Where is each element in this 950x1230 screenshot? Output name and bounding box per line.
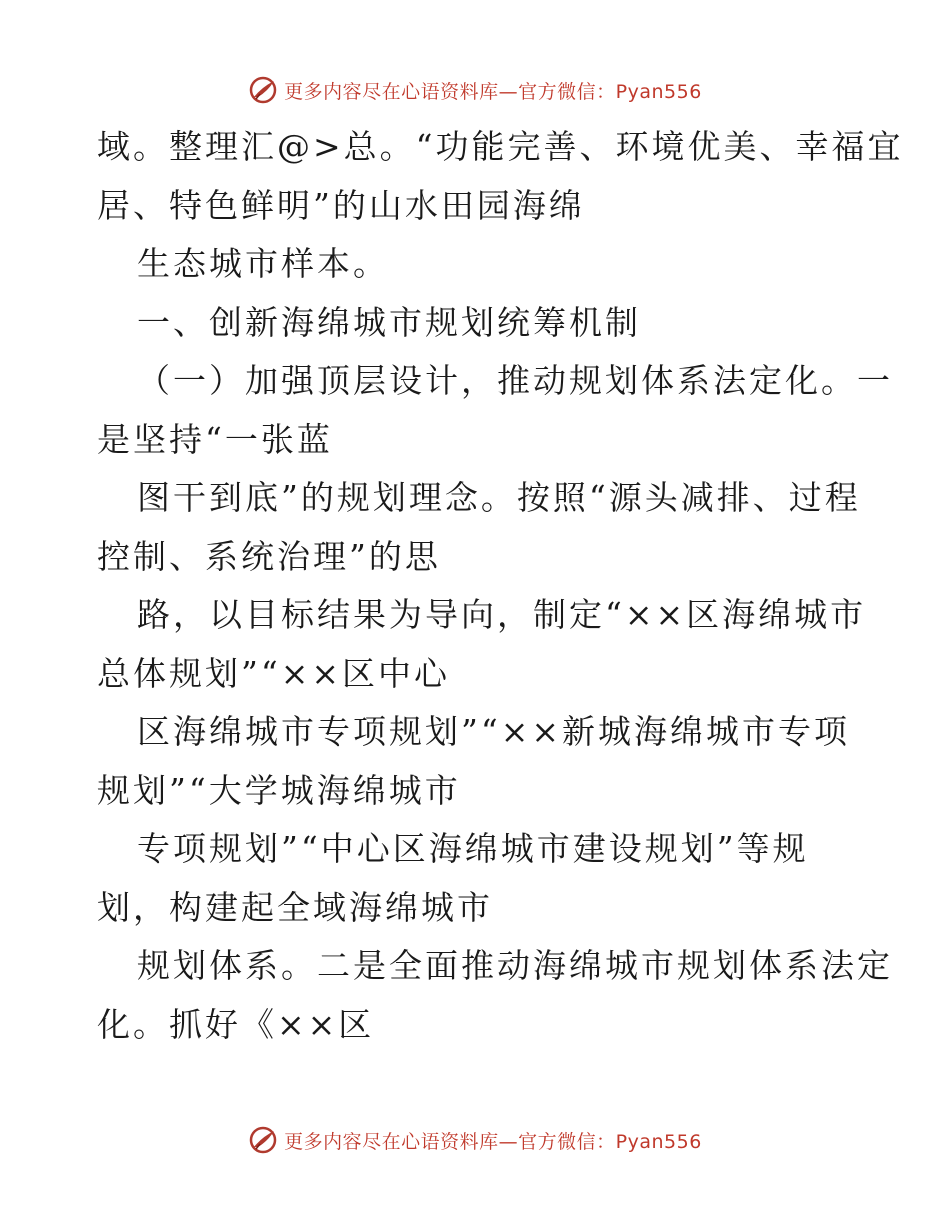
text-line: 域。整理汇@>总。“功能完善、环境优美、幸福宜: [97, 127, 904, 166]
header-banner-text: 更多内容尽在心语资料库—官方微信：Pyan556: [284, 80, 702, 103]
text-line: 居、特色鲜明”的山水田园海绵: [97, 185, 585, 225]
section-heading: 一、创新海绵城市规划统筹机制: [137, 302, 641, 342]
header-banner: [0, 70, 950, 110]
footer-banner-text: 更多内容尽在心语资料库—官方微信：Pyan556: [284, 1130, 702, 1153]
text-line: 控制、系统治理”的思: [97, 536, 441, 576]
document-body: [97, 118, 904, 1054]
text-line: 区海绵城市专项规划”“××新城海绵城市专项: [137, 712, 851, 751]
footer-banner: [0, 1120, 950, 1160]
text-line: 规划体系。二是全面推动海绵城市规划体系法定: [137, 946, 893, 985]
text-line: 规划”“大学城海绵城市: [97, 770, 461, 810]
text-line: 路，以目标结果为导向，制定“××区海绵城市: [137, 595, 867, 634]
text-line: 总体规划”“××区中心: [97, 653, 451, 693]
text-line: 专项规划”“中心区海绵城市建设规划”等规: [137, 829, 809, 868]
quill-pen-logo-icon: [248, 1125, 278, 1155]
text-line: 划，构建起全域海绵城市: [97, 887, 493, 927]
text-line: 生态城市样本。: [137, 244, 389, 283]
text-line: 图干到底”的规划理念。按照“源头减排、过程: [137, 478, 861, 517]
text-line: 化。抓好《××区: [97, 1004, 375, 1044]
quill-pen-logo-icon: [248, 75, 278, 105]
text-line: （一）加强顶层设计，推动规划体系法定化。一: [137, 361, 893, 400]
text-line: 是坚持“一张蓝: [97, 419, 333, 459]
